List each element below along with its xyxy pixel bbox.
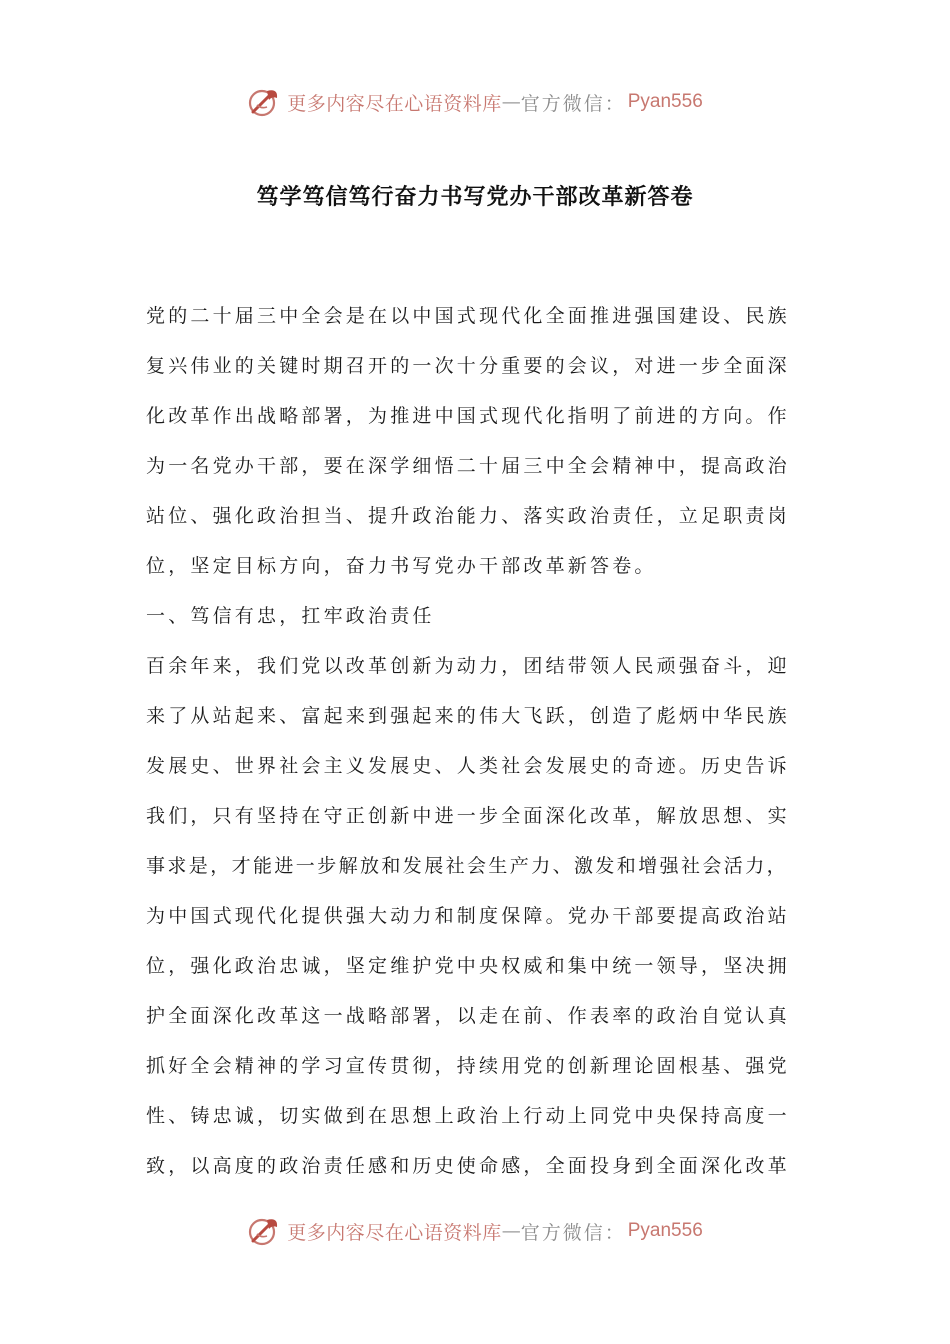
banner-library-text: 更多内容尽在心语资料库	[287, 92, 502, 115]
body-line-8: 百余年来，我们党以改革创新为动力，团结带领人民顽强奋斗，迎	[146, 655, 790, 677]
body-line-6: 位，坚定目标方向，奋力书写党办干部改革新答卷。	[146, 555, 657, 577]
document-body	[146, 291, 816, 1191]
banner-wechat-id: Pyan556	[627, 1220, 703, 1241]
document-title: 笃学笃信笃行奋力书写党办干部改革新答卷	[256, 184, 694, 210]
body-line-10: 发展史、世界社会主义发展史、人类社会发展史的奇迹。历史告诉	[146, 755, 790, 777]
banner-library-text: 更多内容尽在心语资料库	[287, 1221, 502, 1244]
body-line-4: 为一名党办干部，要在深学细悟二十届三中全会精神中，提高政治	[146, 455, 790, 477]
body-line-16: 抓好全会精神的学习宣传贯彻，持续用党的创新理论固根基、强党	[146, 1055, 790, 1077]
banner-wechat-label: 官方微信：	[520, 92, 626, 115]
banner-wechat-label: 官方微信：	[520, 1221, 626, 1244]
body-line-12: 事求是，才能进一步解放和发展社会生产力、激发和增强社会活力，	[146, 855, 789, 877]
banner-wechat-id: Pyan556	[627, 91, 703, 112]
body-line-5: 站位、强化政治担当、提升政治能力、落实政治责任，立足职责岗	[146, 505, 790, 527]
footer-watermark-banner	[0, 1211, 950, 1251]
banner-separator: —	[501, 91, 521, 113]
body-line-2: 复兴伟业的关键时期召开的一次十分重要的会议，对进一步全面深	[146, 355, 790, 377]
quill-logo-icon	[247, 85, 281, 119]
body-line-14: 位，强化政治忠诚，坚定维护党中央权威和集中统一领导，坚决拥	[146, 955, 790, 977]
body-line-9: 来了从站起来、富起来到强起来的伟大飞跃，创造了彪炳中华民族	[146, 705, 790, 727]
quill-logo-icon	[247, 1214, 281, 1248]
body-line-15: 护全面深化改革这一战略部署，以走在前、作表率的政治自觉认真	[146, 1005, 790, 1027]
body-line-1: 党的二十届三中全会是在以中国式现代化全面推进强国建设、民族	[146, 305, 790, 327]
banner-separator: —	[501, 1220, 521, 1242]
body-line-18: 致，以高度的政治责任感和历史使命感，全面投身到全面深化改革	[146, 1155, 790, 1177]
body-line-17: 性、铸忠诚，切实做到在思想上政治上行动上同党中央保持高度一	[146, 1105, 790, 1127]
section-heading-1: 一、笃信有忠，扛牢政治责任	[146, 605, 435, 627]
body-line-11: 我们，只有坚持在守正创新中进一步全面深化改革，解放思想、实	[146, 805, 790, 827]
header-watermark-banner	[0, 82, 950, 122]
body-line-13: 为中国式现代化提供强大动力和制度保障。党办干部要提高政治站	[146, 905, 790, 927]
body-line-3: 化改革作出战略部署，为推进中国式现代化指明了前进的方向。作	[146, 405, 790, 427]
